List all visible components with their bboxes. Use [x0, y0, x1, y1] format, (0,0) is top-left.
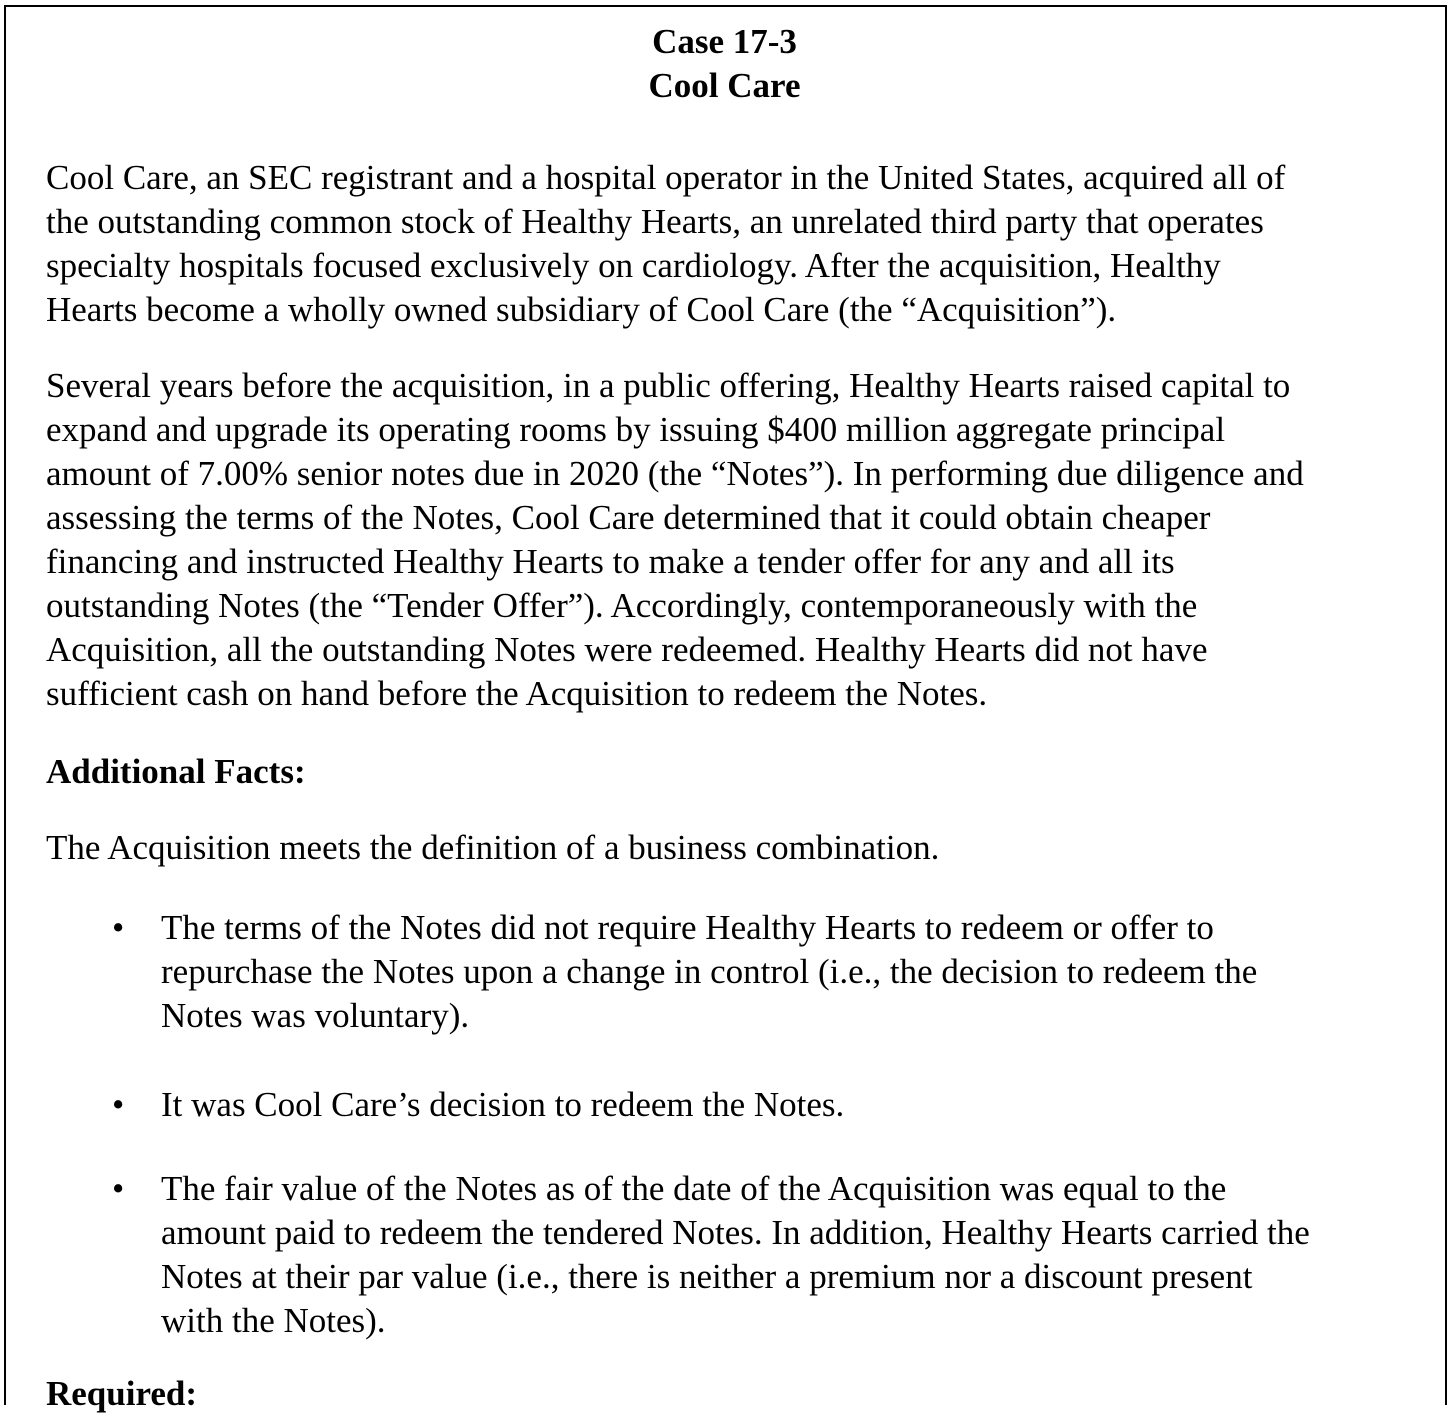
bullet-icon: •: [112, 1085, 125, 1124]
paragraph-line: sufficient cash on hand before the Acquisition to redeem the Notes.: [46, 674, 988, 713]
case-name-title: Cool Care: [648, 66, 801, 105]
intro-paragraph: [46, 156, 1446, 332]
business-combination-paragraph: [46, 826, 1446, 870]
paragraph-line: Several years before the acquisition, in a public offering, Healthy Hearts raised capital to: [46, 366, 1291, 405]
case-number-title: Case 17-3: [652, 22, 797, 61]
additional-facts-heading: Additional Facts:: [46, 752, 306, 791]
paragraph-line: the outstanding common stock of Healthy Hearts, an unrelated third party that operates: [46, 202, 1264, 241]
paragraph-line: Hearts become a wholly owned subsidiary of Cool Care (the “Acquisition”).: [46, 290, 1117, 329]
paragraph-line: specialty hospitals focused exclusively on cardiology. After the acquisition, Healthy: [46, 246, 1221, 285]
bullet-line: repurchase the Notes upon a change in control (i.e., the decision to redeem the: [161, 952, 1258, 991]
fact-bullet-text: [161, 906, 1257, 1038]
paragraph-line: Acquisition, all the outstanding Notes were redeemed. Healthy Hearts did not have: [46, 630, 1208, 669]
bullet-line: amount paid to redeem the tendered Notes. In addition, Healthy Hearts carried the: [161, 1213, 1310, 1252]
case-title-block: [0, 20, 1449, 108]
paragraph-line: amount of 7.00% senior notes due in 2020 (the “Notes”). In performing due diligence and: [46, 454, 1304, 493]
paragraph-line: financing and instructed Healthy Hearts to make a tender offer for any and all its: [46, 542, 1175, 581]
fact-bullet-text: [161, 1083, 844, 1127]
paragraph-line: assessing the terms of the Notes, Cool Care determined that it could obtain cheaper: [46, 498, 1211, 537]
paragraph-line: outstanding Notes (the “Tender Offer”). Accordingly, contemporaneously with the: [46, 586, 1198, 625]
background-paragraph: [46, 364, 1446, 716]
bullet-line: Notes at their par value (i.e., there is neither a premium nor a discount present: [161, 1257, 1253, 1296]
paragraph-line: Cool Care, an SEC registrant and a hospital operator in the United States, acquired all of: [46, 158, 1286, 197]
required-heading: Required:: [46, 1374, 198, 1413]
paragraph-line: The Acquisition meets the definition of a business combination.: [46, 828, 940, 867]
bullet-line: Notes was voluntary).: [161, 996, 470, 1035]
bullet-line: The fair value of the Notes as of the date of the Acquisition was equal to the: [161, 1169, 1227, 1208]
bullet-line: It was Cool Care’s decision to redeem the Notes.: [161, 1085, 845, 1124]
fact-bullet-text: [161, 1167, 1310, 1343]
paragraph-line: expand and upgrade its operating rooms by issuing $400 million aggregate principal: [46, 410, 1226, 449]
bullet-icon: •: [112, 908, 125, 947]
bullet-line: with the Notes).: [161, 1301, 386, 1340]
bullet-icon: •: [112, 1169, 125, 1208]
bullet-line: The terms of the Notes did not require Healthy Hearts to redeem or offer to: [161, 908, 1214, 947]
